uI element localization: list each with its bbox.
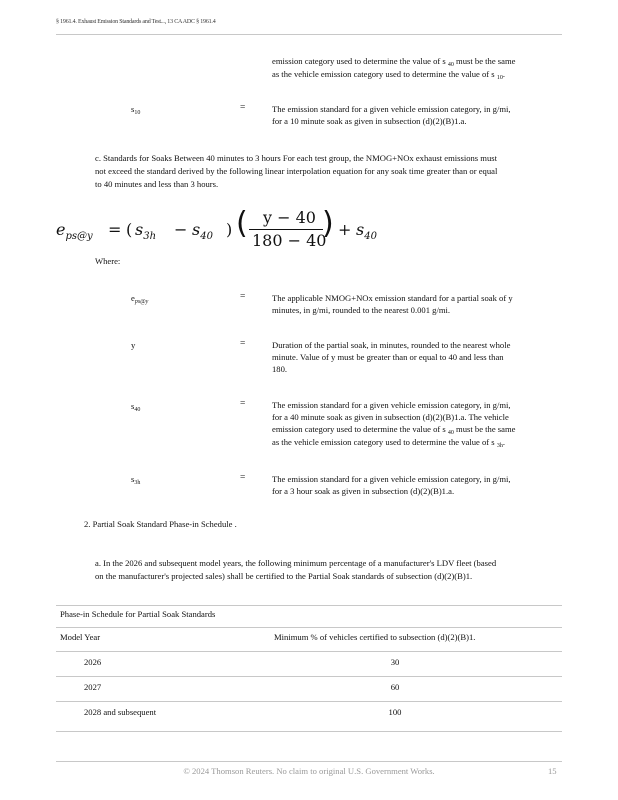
def-s40-text-1: The emission standard for a given vehicle emission category, in g/mi,: [272, 400, 511, 410]
section-2-heading: 2. Partial Soak Standard Phase-in Schedule .: [84, 519, 237, 529]
def-eps-text-1: The applicable NMOG+NOx emission standard for a partial soak of y: [272, 293, 513, 303]
table-header-model-year: Model Year: [60, 632, 101, 642]
page-number: 15: [548, 766, 557, 776]
def-s10-text-1: The emission standard for a given vehicle emission category, in g/mi,: [272, 104, 511, 114]
row-rule: [56, 701, 562, 702]
formula-denominator: 180 − 40: [252, 231, 327, 250]
formula-s40: $s_{40}$: [192, 220, 213, 242]
def-y-text-2: minute. Value of y must be greater than or equal to 40 and less than: [272, 352, 504, 362]
def-y-text-1: Duration of the partial soak, in minutes, rounded to the nearest whole: [272, 340, 511, 350]
table-header-min-percent: Minimum % of vehicles certified to subsection (d)(2)(B)1.: [274, 632, 476, 642]
caption-rule: [56, 627, 562, 628]
formula-numerator: y − 40: [263, 208, 316, 227]
def-eps-symbol: $e_{ps@y}$: [131, 293, 149, 305]
def-y-equals: =: [240, 339, 246, 349]
intro-line-1: emission category used to determine the value of s $_{40}$ must be the same: [272, 56, 516, 68]
formula-minus: −: [174, 220, 188, 239]
table-row-year: 2028 and subsequent: [84, 707, 157, 717]
table-row-percent: 100: [388, 707, 402, 717]
table-row-year: 2026: [84, 657, 102, 667]
where-label: Where:: [95, 256, 121, 266]
interpolation-formula: [56, 208, 376, 252]
def-eps-equals: =: [240, 292, 246, 302]
table-top-rule: [56, 605, 562, 606]
copyright-footer: © 2024 Thomson Reuters. No claim to original U.S. Government Works.: [183, 766, 435, 776]
formula-s3h: $s_{3h}$: [135, 220, 157, 242]
fraction-bar: [249, 229, 323, 230]
formula-s40b: $s_{40}$: [356, 220, 377, 242]
formula-open-paren: (: [126, 220, 133, 239]
def-s3h-equals: =: [240, 473, 246, 483]
para-c-line-2: not exceed the standard derived by the following linear interpolation equation for any soak time greater than or equal: [95, 166, 498, 176]
formula-close-paren: ): [226, 220, 233, 239]
def-s40-text-4: as the vehicle emission category used to determine the value of s $_{3h}$.: [272, 437, 505, 449]
header-rule: [56, 34, 562, 35]
para-c-line-3: to 40 minutes and less than 3 hours.: [95, 179, 219, 189]
def-s40-text-3: emission category used to determine the value of s $_{40}$ must be the same: [272, 424, 516, 436]
table-row-percent: 60: [390, 682, 400, 692]
formula-frac-open: (: [236, 206, 248, 241]
def-s10-equals: =: [240, 103, 246, 113]
def-s40-equals: =: [240, 399, 246, 409]
table-bottom-rule: [56, 731, 562, 732]
def-s3h-text-2: for a 3 hour soak as given in subsection (d)(2)(B)1.a.: [272, 486, 455, 496]
para-a-line-1: a. In the 2026 and subsequent model years, the following minimum percentage of a manufacturer's LDV fleet (based: [95, 558, 497, 568]
formula-equals: =: [108, 220, 122, 239]
header-row-rule: [56, 651, 562, 652]
running-header: § 1961.4. Exhaust Emission Standards and Test..., 13 CA ADC § 1961.4: [56, 19, 216, 25]
def-y-symbol: y: [131, 340, 136, 350]
def-s40-text-2: for a 40 minute soak as given in subsection (d)(2)(B)1.a. The vehicle: [272, 412, 509, 422]
def-s3h-text-1: The emission standard for a given vehicle emission category, in g/mi,: [272, 474, 511, 484]
para-a-line-2: on the manufacturer's projected sales) shall be certified to the Partial Soak standards of subsection (d)(2)(B)1.: [95, 571, 473, 581]
def-y-text-3: 180.: [272, 364, 288, 374]
formula-lhs: $e_{ps@y}$: [56, 220, 93, 242]
def-s10-text-2: for a 10 minute soak as given in subsection (d)(2)(B)1.a.: [272, 116, 467, 126]
def-s40-symbol: $s_{40}$: [131, 401, 141, 413]
table-row-percent: 30: [390, 657, 400, 667]
formula-frac-close: ): [322, 206, 334, 241]
footer-rule: [56, 761, 562, 762]
para-c-line-1: c. Standards for Soaks Between 40 minutes to 3 hours For each test group, the NMOG+NOx exhaust emissions must: [95, 153, 498, 163]
row-rule: [56, 676, 562, 677]
intro-line-2: as the vehicle emission category used to determine the value of s $_{10}$.: [272, 69, 505, 81]
def-s10-symbol: $s_{10}$: [131, 104, 141, 116]
table-caption: Phase-in Schedule for Partial Soak Standards: [60, 609, 216, 619]
table-row-year: 2027: [84, 682, 102, 692]
def-eps-text-2: minutes, in g/mi, rounded to the nearest 0.001 g/mi.: [272, 305, 451, 315]
def-s3h-symbol: $s_{3h}$: [131, 474, 141, 486]
formula-plus: +: [338, 220, 352, 239]
